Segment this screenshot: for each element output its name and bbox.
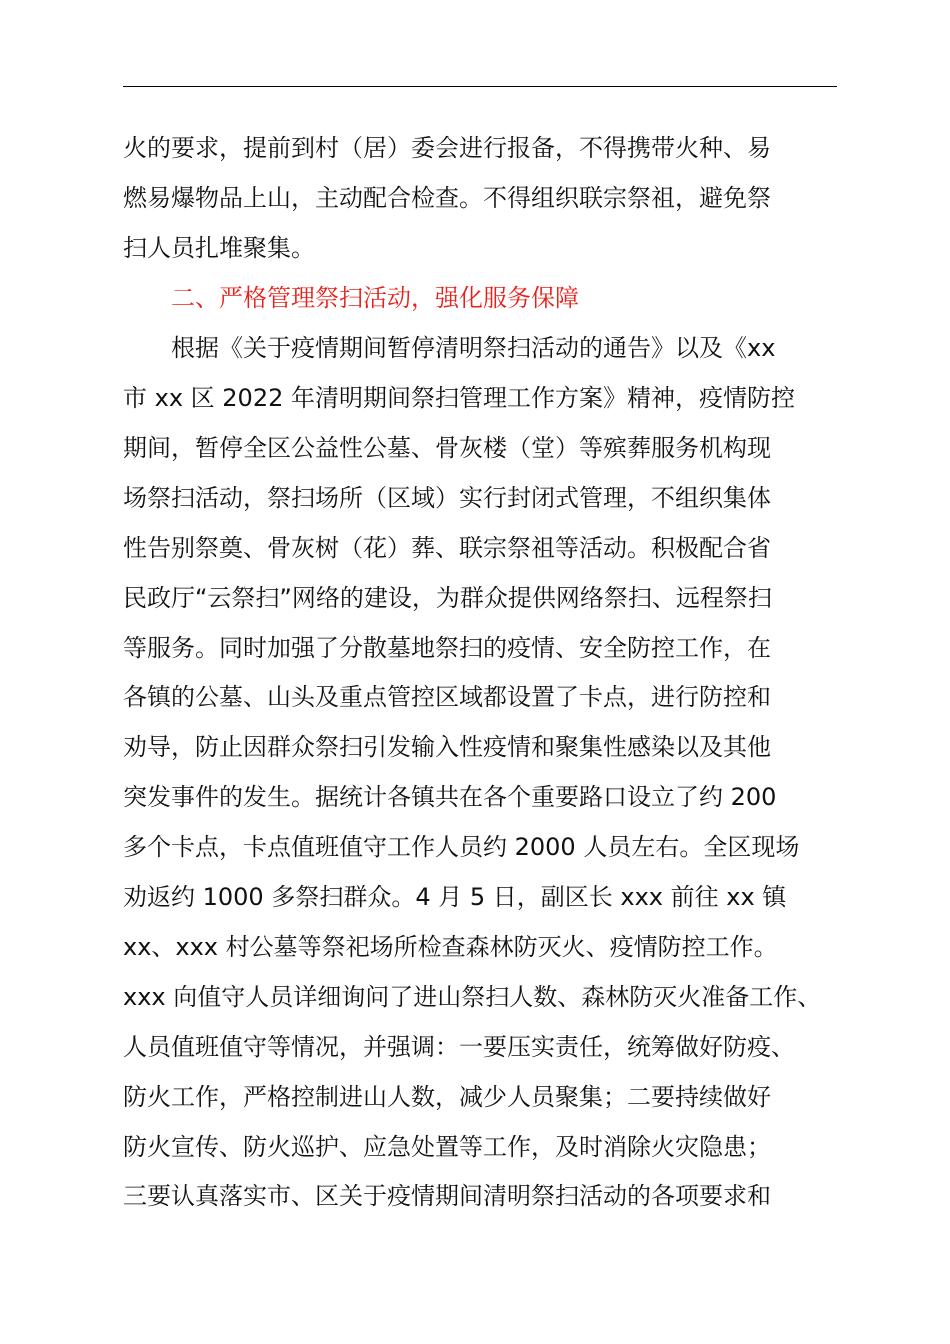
body-line: 防火工作，严格控制进山人数，减少人员聚集；二要持续做好 bbox=[123, 1083, 771, 1111]
body-line: 劝导，防止因群众祭扫引发输入性疫情和聚集性感染以及其他 bbox=[123, 733, 771, 761]
body-line: 劝返约 1000 多祭扫群众。4 月 5 日，副区长 xxx 前往 xx 镇 bbox=[123, 883, 787, 911]
body-line: 三要认真落实市、区关于疫情期间清明祭扫活动的各项要求和 bbox=[123, 1182, 771, 1210]
body-line: 性告别祭奠、骨灰树（花）葬、联宗祭祖等活动。积极配合省 bbox=[123, 534, 771, 562]
body-line: 市 xx 区 2022 年清明期间祭扫管理工作方案》精神，疫情防控 bbox=[123, 384, 795, 412]
header-rule bbox=[123, 86, 837, 87]
body-line: 等服务。同时加强了分散墓地祭扫的疫情、安全防控工作，在 bbox=[123, 634, 771, 662]
body-line: 燃易爆物品上山，主动配合检查。不得组织联宗祭祖，避免祭 bbox=[123, 184, 771, 212]
body-line: 场祭扫活动，祭扫场所（区域）实行封闭式管理，不组织集体 bbox=[123, 484, 771, 512]
body-line: 防火宣传、防火巡护、应急处置等工作，及时消除火灾隐患； bbox=[123, 1133, 771, 1161]
body-line: 期间，暂停全区公益性公墓、骨灰楼（堂）等殡葬服务机构现 bbox=[123, 434, 771, 462]
body-line: 根据《关于疫情期间暂停清明祭扫活动的通告》以及《xx bbox=[171, 334, 776, 362]
body-line: xxx 向值守人员详细询问了进山祭扫人数、森林防灭火准备工作、 bbox=[123, 983, 822, 1011]
body-line: 人员值班值守等情况，并强调：一要压实责任，统筹做好防疫、 bbox=[123, 1033, 795, 1061]
body-line: 火的要求，提前到村（居）委会进行报备，不得携带火种、易 bbox=[123, 134, 771, 162]
body-line: 各镇的公墓、山头及重点管控区域都设置了卡点，进行防控和 bbox=[123, 683, 771, 711]
section-heading: 二、严格管理祭扫活动，强化服务保障 bbox=[171, 284, 579, 312]
body-line: xx、xxx 村公墓等祭祀场所检查森林防灭火、疫情防控工作。 bbox=[123, 933, 778, 961]
body-line: 民政厅“云祭扫”网络的建设，为群众提供网络祭扫、远程祭扫 bbox=[123, 584, 772, 612]
body-line: 多个卡点，卡点值班值守工作人员约 2000 人员左右。全区现场 bbox=[123, 833, 800, 861]
body-line: 扫人员扎堆聚集。 bbox=[123, 234, 315, 262]
body-line: 突发事件的发生。据统计各镇共在各个重要路口设立了约 200 bbox=[123, 783, 777, 811]
